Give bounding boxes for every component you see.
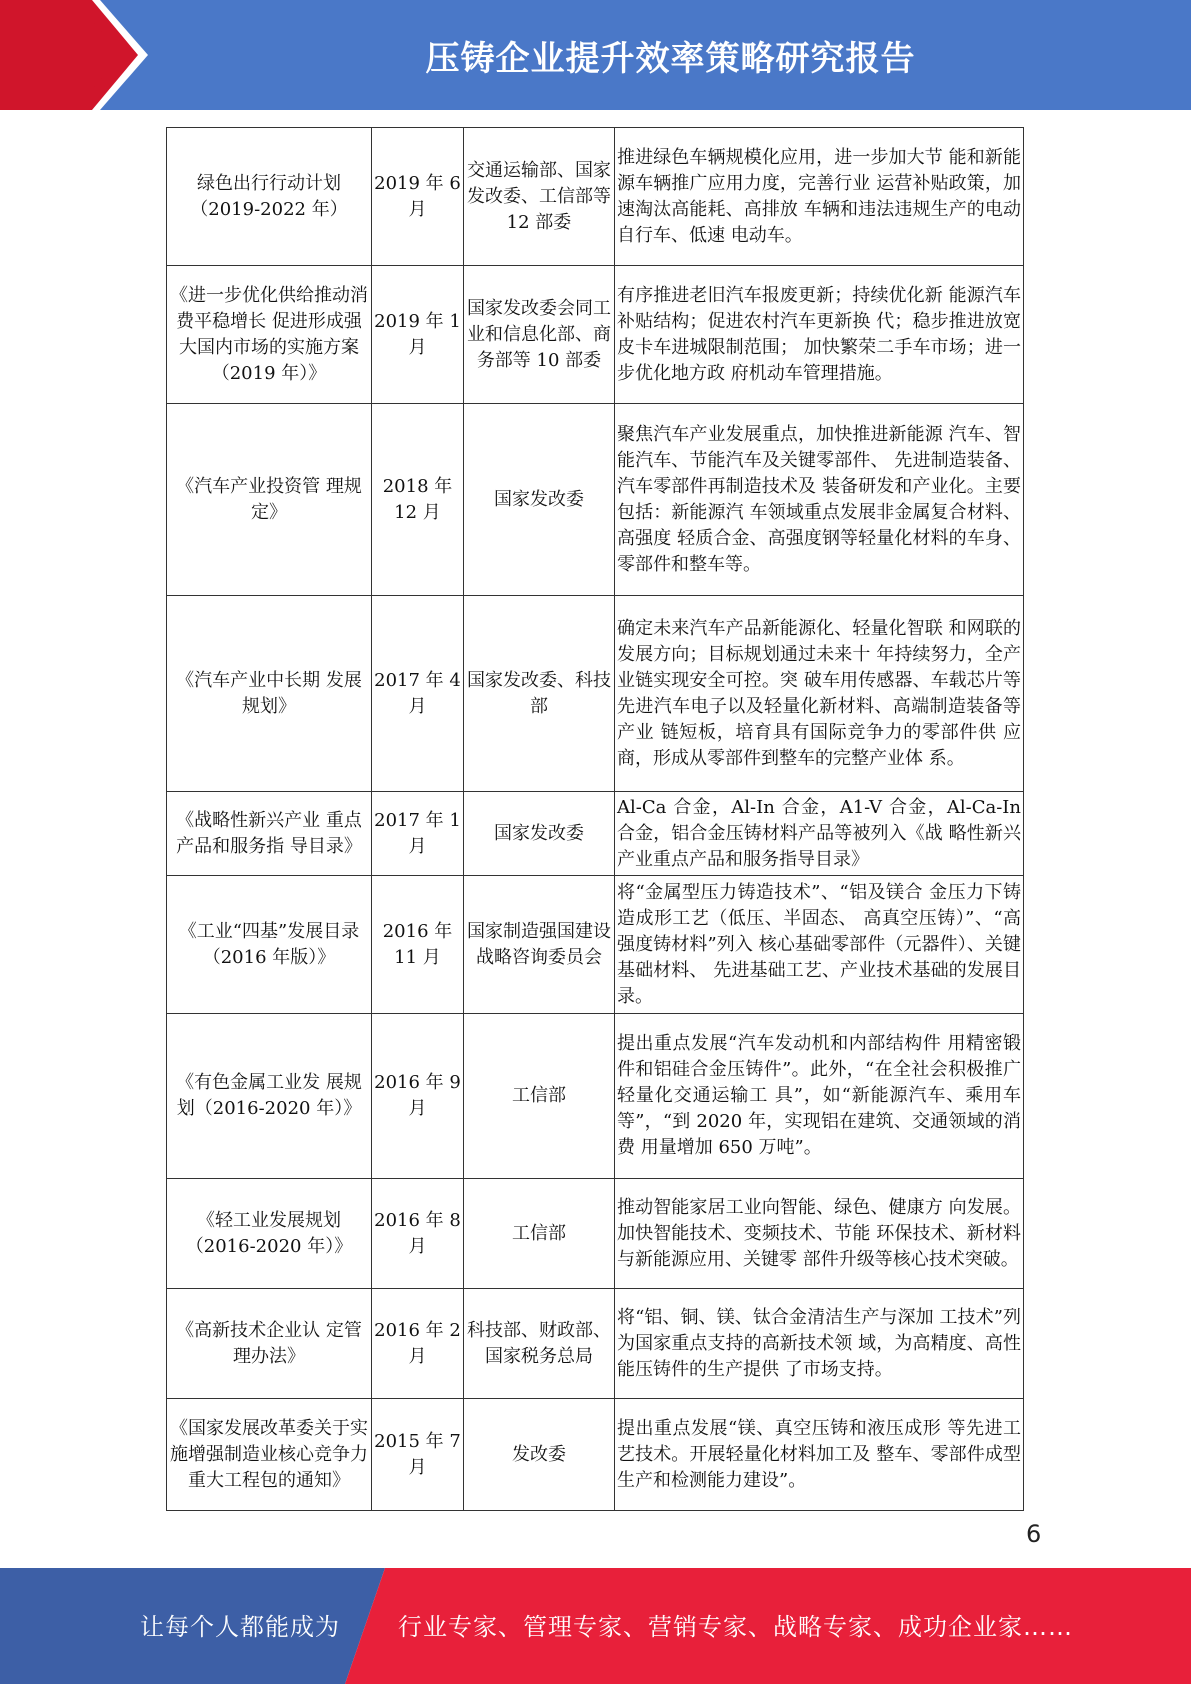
- policy-content-cell: 推进绿色车辆规模化应用，进一步加大节 能和新能源车辆推广应用力度，完善行业 运营补贴政策，加速淘汰高能耗、高排放 车辆和违法违规生产的电动自行车、低速 电动车。: [615, 128, 1024, 266]
- policy-dept-cell: 科技部、财政部、国家税务总局: [464, 1289, 615, 1399]
- policy-date-cell: 2019 年 1 月: [372, 266, 464, 404]
- table-row: [167, 266, 1024, 404]
- table-row: [167, 404, 1024, 596]
- report-title: 压铸企业提升效率策略研究报告: [425, 38, 916, 79]
- policy-dept-cell: 国家发改委会同工业和信息化部、商务部等 10 部委: [464, 266, 615, 404]
- policy-name-cell: 《高新技术企业认 定管理办法》: [167, 1289, 372, 1399]
- policy-content-cell: 将“金属型压力铸造技术”、“铝及镁合 金压力下铸造成形工艺（低压、半固态、 高真空压铸）”、“高强度铸材料”列入 核心基础零部件（元器件）、关键基础材料、 先进基础工艺、产业技术基础的发展目录。: [615, 876, 1024, 1014]
- policy-dept-cell: 国家发改委: [464, 792, 615, 876]
- policy-date-cell: 2016 年 9 月: [372, 1014, 464, 1179]
- policy-name-cell: 《国家发展改革委关于实施增强制造业核心竞争力重大工程包的通知》: [167, 1399, 372, 1511]
- policy-content-cell: 提出重点发展“汽车发动机和内部结构件 用精密锻件和铝硅合金压铸件”。此外，“在全社会积极推广轻量化交通运输工 具”，如“新能源汽车、乘用车等”，“到 2020 年，实现铝在建筑、交通领域的消费 用量增加 650 万吨”。: [615, 1014, 1024, 1179]
- policy-name-cell: 《进一步优化供给推动消费平稳增长 促进形成强大国内市场的实施方案（2019 年）》: [167, 266, 372, 404]
- policy-dept-cell: 国家制造强国建设战略咨询委员会: [464, 876, 615, 1014]
- table-row: [167, 1179, 1024, 1289]
- table-row: [167, 596, 1024, 792]
- policy-content-cell: 聚焦汽车产业发展重点，加快推进新能源 汽车、智能汽车、节能汽车及关键零部件、 先进制造装备、汽车零部件再制造技术及 装备研发和产业化。主要包括：新能源汽 车领域重点发展非金属复合材料、高强度 轻质合金、高强度钢等轻量化材料的车身、 零部件和整车等。: [615, 404, 1024, 596]
- policy-name-cell: 绿色出行行动计划（2019-2022 年）: [167, 128, 372, 266]
- policy-date-cell: 2019 年 6 月: [372, 128, 464, 266]
- table-row: [167, 1399, 1024, 1511]
- policy-dept-cell: 发改委: [464, 1399, 615, 1511]
- policy-dept-cell: 工信部: [464, 1014, 615, 1179]
- policy-dept-cell: 国家发改委: [464, 404, 615, 596]
- policy-name-cell: 《工业“四基”发展目录（2016 年版）》: [167, 876, 372, 1014]
- policy-date-cell: 2017 年 1 月: [372, 792, 464, 876]
- table-row: [167, 1014, 1024, 1179]
- policy-content-cell: 有序推进老旧汽车报废更新；持续优化新 能源汽车补贴结构；促进农村汽车更新换 代；稳步推进放宽皮卡车进城限制范围； 加快繁荣二手车市场；进一步优化地方政 府机动车管理措施。: [615, 266, 1024, 404]
- policy-content-cell: 提出重点发展“镁、真空压铸和液压成形 等先进工艺技术。开展轻量化材料加工及 整车、零部件成型生产和检测能力建设”。: [615, 1399, 1024, 1511]
- policy-name-cell: 《轻工业发展规划（2016-2020 年）》: [167, 1179, 372, 1289]
- table-row: [167, 128, 1024, 266]
- policy-date-cell: 2018 年 12 月: [372, 404, 464, 596]
- policy-content-cell: 确定未来汽车产品新能源化、轻量化智联 和网联的发展方向；目标规划通过未来十 年持续努力，全产业链实现安全可控。突 破车用传感器、车载芯片等先进汽车电子以及轻量化新材料、高端制造装备等产业 链短板，培育具有国际竞争力的零部件供 应商，形成从零部件到整车的完整产业体 系。: [615, 596, 1024, 792]
- policy-dept-cell: 工信部: [464, 1179, 615, 1289]
- header-arrow-decoration: [0, 0, 150, 110]
- policy-name-cell: 《战略性新兴产业 重点产品和服务指 导目录》: [167, 792, 372, 876]
- policy-date-cell: 2016 年 8 月: [372, 1179, 464, 1289]
- policy-name-cell: 《汽车产业中长期 发展规划》: [167, 596, 372, 792]
- footer-slogan-right: 行业专家、管理专家、营销专家、战略专家、成功企业家……: [398, 1613, 1073, 1641]
- table-row: [167, 876, 1024, 1014]
- policy-name-cell: 《汽车产业投资管 理规定》: [167, 404, 372, 596]
- footer-slogan-left: 让每个人都能成为: [140, 1613, 340, 1641]
- table-row: [167, 792, 1024, 876]
- policy-date-cell: 2017 年 4 月: [372, 596, 464, 792]
- policy-name-cell: 《有色金属工业发 展规划（2016-2020 年）》: [167, 1014, 372, 1179]
- policy-content-cell: 推动智能家居工业向智能、绿色、健康方 向发展。加快智能技术、变频技术、节能 环保技术、新材料与新能源应用、关键零 部件升级等核心技术突破。: [615, 1179, 1024, 1289]
- page-number: 6: [1026, 1520, 1042, 1548]
- page-header: [0, 0, 1191, 110]
- policy-date-cell: 2016 年 2 月: [372, 1289, 464, 1399]
- policy-dept-cell: 国家发改委、科技部: [464, 596, 615, 792]
- policy-content-cell: 将“铝、铜、镁、钛合金清洁生产与深加 工技术”列为国家重点支持的高新技术领 域，为高精度、高性能压铸件的生产提供 了市场支持。: [615, 1289, 1024, 1399]
- policy-table: [166, 127, 1024, 1511]
- table-row: [167, 1289, 1024, 1399]
- policy-dept-cell: 交通运输部、国家发改委、工信部等 12 部委: [464, 128, 615, 266]
- policy-date-cell: 2016 年 11 月: [372, 876, 464, 1014]
- policy-date-cell: 2015 年 7 月: [372, 1399, 464, 1511]
- policy-content-cell: Al-Ca 合金，Al-In 合金，A1-V 合金，Al-Ca-In 合金，铝合金压铸材料产品等被列入《战 略性新兴产业重点产品和服务指导目录》: [615, 792, 1024, 876]
